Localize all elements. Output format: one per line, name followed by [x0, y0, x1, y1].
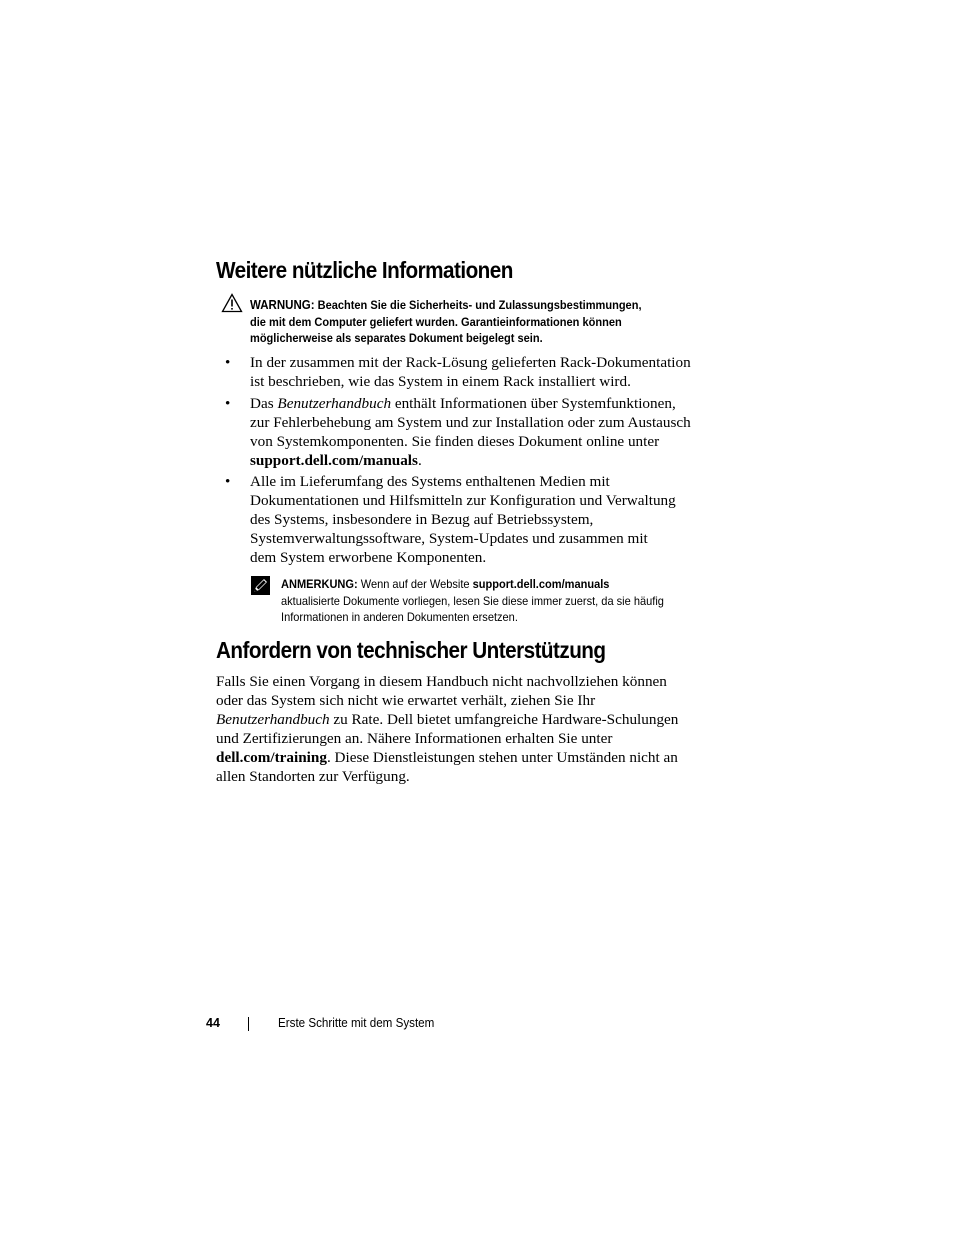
manual-title-italic: Benutzerhandbuch [216, 710, 330, 728]
note-text-line: aktualisierte Dokumente vorliegen, lesen Sie diese immer zuerst, da sie häufig [281, 593, 664, 608]
list-item-line: des Systems, insbesondere in Bezug auf Betriebssystem, [250, 511, 594, 529]
warning-triangle-icon [221, 293, 243, 318]
note-notice [281, 576, 713, 626]
note-pencil-icon [251, 576, 270, 600]
warning-text-line: die mit dem Computer geliefert wurden. Garantieinformationen können [250, 314, 622, 329]
list-item-text: . [417, 451, 422, 469]
note-label: ANMERKUNG: [281, 577, 358, 591]
note-text: Wenn auf der Website [357, 577, 473, 591]
list-item-line: dem System erworbene Komponenten. [250, 549, 487, 567]
paragraph-line: Falls Sie einen Vorgang in diesem Handbuch nicht nachvollziehen können [216, 673, 667, 690]
list-item-text: enthält Informationen über Systemfunktionen, [391, 394, 676, 412]
info-bullet-list [216, 354, 736, 571]
section-heading-technische-unterstuetzung: Anfordern von technischer Unterstützung [216, 637, 606, 663]
list-item-line: In der zusammen mit der Rack-Lösung gelieferten Rack-Dokumentation [250, 354, 691, 371]
bullet-marker: • [225, 394, 231, 412]
footer-divider [248, 1017, 249, 1031]
warning-text-line: Beachten Sie die Sicherheits- und Zulassungsbestimmungen, [317, 298, 642, 312]
list-item-line: zur Fehlerbehebung am System und zur Installation oder zum Austausch [250, 413, 691, 431]
bullet-marker: • [225, 354, 231, 371]
list-item-text: Das [250, 394, 278, 412]
warning-label: WARNUNG: [250, 298, 315, 312]
manual-title-italic: Benutzerhandbuch [277, 394, 392, 412]
paragraph-text: zu Rate. Dell bietet umfangreiche Hardware-Schulungen [329, 710, 679, 728]
note-text-line: Informationen in anderen Dokumenten ersetzen. [281, 610, 518, 624]
warning-notice [250, 297, 710, 347]
dell-training-link[interactable]: dell.com/training [216, 748, 327, 766]
list-item-line: Alle im Lieferumfang des Systems enthaltenen Medien mit [250, 473, 610, 491]
list-item-line: Dokumentationen und Hilfsmitteln zur Konfiguration und Verwaltung [250, 492, 676, 510]
section-heading-weitere-informationen: Weitere nützliche Informationen [216, 257, 513, 283]
list-item [216, 473, 736, 568]
page-number: 44 [206, 1016, 220, 1030]
list-item [216, 354, 736, 392]
paragraph-text: . Diese Dienstleistungen stehen unter Umständen nicht an [326, 748, 678, 766]
list-item-line: von Systemkomponenten. Sie finden dieses Dokument online unter [250, 432, 660, 450]
paragraph-line: und Zertifizierungen an. Nähere Informationen erhalten Sie unter [216, 729, 613, 747]
support-paragraph [216, 673, 736, 786]
footer-chapter-title: Erste Schritte mit dem System [278, 1016, 435, 1030]
list-item-line: ist beschrieben, wie das System in einem Rack installiert wird. [250, 372, 631, 390]
warning-text-line: möglicherweise als separates Dokument beigelegt sein. [250, 331, 543, 345]
paragraph-line: oder das System sich nicht wie erwartet verhält, ziehen Sie Ihr [216, 691, 596, 709]
list-item-line: Systemverwaltungssoftware, System-Updates und zusammen mit [250, 530, 648, 548]
paragraph-line: allen Standorten zur Verfügung. [216, 767, 410, 785]
support-manuals-link[interactable]: support.dell.com/manuals [250, 451, 418, 469]
list-item [216, 395, 736, 471]
bullet-marker: • [225, 473, 231, 491]
support-manuals-link[interactable]: support.dell.com/manuals [472, 577, 610, 591]
